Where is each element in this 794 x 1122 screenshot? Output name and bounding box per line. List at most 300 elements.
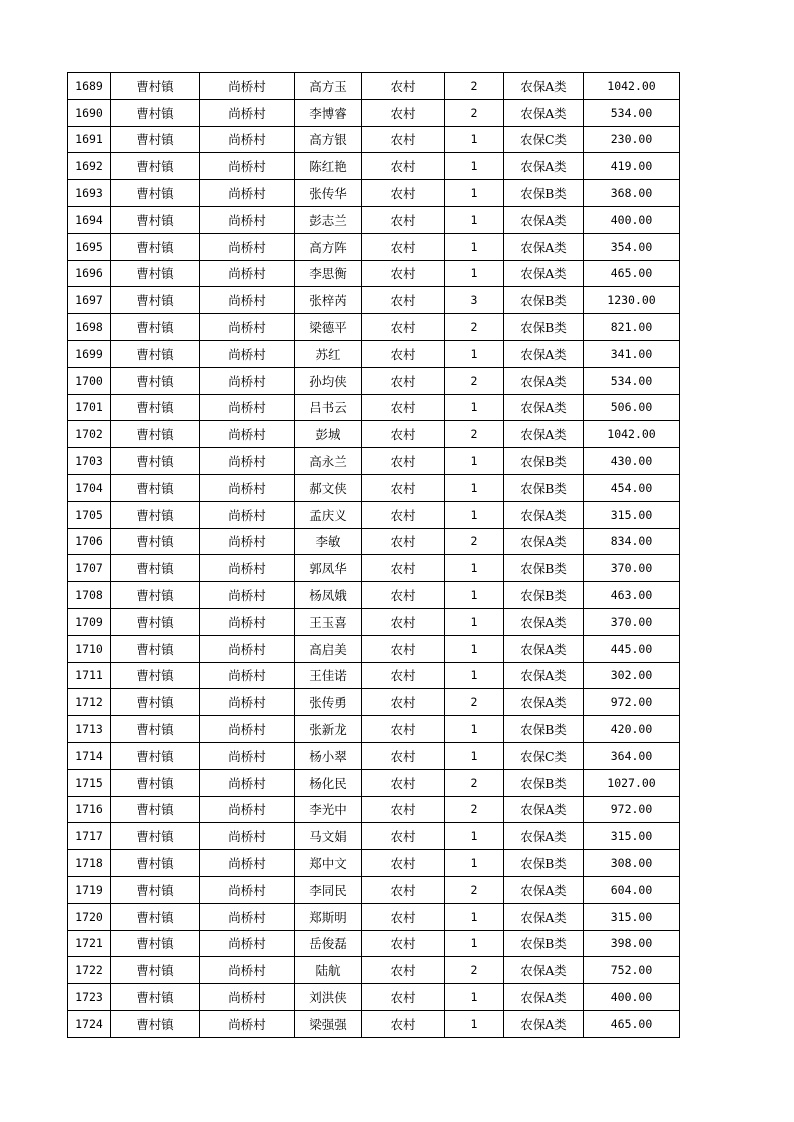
name-cell: 彭志兰 <box>295 206 362 233</box>
area-type-cell: 农村 <box>362 153 445 180</box>
amount-cell: 302.00 <box>584 662 680 689</box>
household-count-cell: 2 <box>445 73 504 100</box>
household-count-cell: 1 <box>445 501 504 528</box>
household-count-cell: 2 <box>445 528 504 555</box>
table-row <box>68 876 680 903</box>
amount-cell: 834.00 <box>584 528 680 555</box>
amount-cell: 463.00 <box>584 582 680 609</box>
household-count-cell: 2 <box>445 796 504 823</box>
household-count-cell: 1 <box>445 260 504 287</box>
insurance-class-cell: 农保B类 <box>504 555 584 582</box>
insurance-class-cell: 农保B类 <box>504 716 584 743</box>
household-count-cell: 1 <box>445 555 504 582</box>
table-row <box>68 689 680 716</box>
table-row <box>68 126 680 153</box>
area-type-cell: 农村 <box>362 984 445 1011</box>
household-count-cell: 2 <box>445 957 504 984</box>
village-cell: 尚桥村 <box>200 528 295 555</box>
table-row <box>68 662 680 689</box>
village-cell: 尚桥村 <box>200 769 295 796</box>
amount-cell: 972.00 <box>584 796 680 823</box>
name-cell: 高永兰 <box>295 448 362 475</box>
village-cell: 尚桥村 <box>200 957 295 984</box>
row-number: 1723 <box>68 984 111 1011</box>
town-cell: 曹村镇 <box>111 474 200 501</box>
area-type-cell: 农村 <box>362 957 445 984</box>
village-cell: 尚桥村 <box>200 474 295 501</box>
village-cell: 尚桥村 <box>200 662 295 689</box>
name-cell: 孙均侠 <box>295 367 362 394</box>
area-type-cell: 农村 <box>362 796 445 823</box>
area-type-cell: 农村 <box>362 287 445 314</box>
name-cell: 高方玉 <box>295 73 362 100</box>
table-row <box>68 233 680 260</box>
area-type-cell: 农村 <box>362 582 445 609</box>
insurance-class-cell: 农保A类 <box>504 153 584 180</box>
name-cell: 杨小翠 <box>295 742 362 769</box>
village-cell: 尚桥村 <box>200 180 295 207</box>
village-cell: 尚桥村 <box>200 850 295 877</box>
insurance-class-cell: 农保A类 <box>504 796 584 823</box>
row-number: 1720 <box>68 903 111 930</box>
village-cell: 尚桥村 <box>200 742 295 769</box>
household-count-cell: 1 <box>445 394 504 421</box>
row-number: 1719 <box>68 876 111 903</box>
table-row <box>68 555 680 582</box>
amount-cell: 364.00 <box>584 742 680 769</box>
household-count-cell: 2 <box>445 314 504 341</box>
name-cell: 高启美 <box>295 635 362 662</box>
amount-cell: 368.00 <box>584 180 680 207</box>
insurance-class-cell: 农保C类 <box>504 742 584 769</box>
table-row <box>68 957 680 984</box>
row-number: 1710 <box>68 635 111 662</box>
name-cell: 郑中文 <box>295 850 362 877</box>
village-cell: 尚桥村 <box>200 823 295 850</box>
amount-cell: 315.00 <box>584 501 680 528</box>
amount-cell: 465.00 <box>584 260 680 287</box>
village-cell: 尚桥村 <box>200 73 295 100</box>
town-cell: 曹村镇 <box>111 233 200 260</box>
insurance-class-cell: 农保C类 <box>504 126 584 153</box>
table-row <box>68 474 680 501</box>
area-type-cell: 农村 <box>362 367 445 394</box>
name-cell: 杨化民 <box>295 769 362 796</box>
name-cell: 高方阵 <box>295 233 362 260</box>
name-cell: 张传勇 <box>295 689 362 716</box>
village-cell: 尚桥村 <box>200 206 295 233</box>
household-count-cell: 1 <box>445 1010 504 1037</box>
name-cell: 陆航 <box>295 957 362 984</box>
town-cell: 曹村镇 <box>111 930 200 957</box>
town-cell: 曹村镇 <box>111 153 200 180</box>
village-cell: 尚桥村 <box>200 126 295 153</box>
household-count-cell: 1 <box>445 984 504 1011</box>
town-cell: 曹村镇 <box>111 582 200 609</box>
town-cell: 曹村镇 <box>111 340 200 367</box>
household-count-cell: 1 <box>445 903 504 930</box>
town-cell: 曹村镇 <box>111 769 200 796</box>
village-cell: 尚桥村 <box>200 930 295 957</box>
table-row <box>68 180 680 207</box>
table-row <box>68 984 680 1011</box>
household-count-cell: 2 <box>445 769 504 796</box>
town-cell: 曹村镇 <box>111 448 200 475</box>
area-type-cell: 农村 <box>362 99 445 126</box>
row-number: 1696 <box>68 260 111 287</box>
amount-cell: 230.00 <box>584 126 680 153</box>
town-cell: 曹村镇 <box>111 126 200 153</box>
village-cell: 尚桥村 <box>200 608 295 635</box>
name-cell: 陈红艳 <box>295 153 362 180</box>
amount-cell: 821.00 <box>584 314 680 341</box>
household-count-cell: 1 <box>445 206 504 233</box>
town-cell: 曹村镇 <box>111 287 200 314</box>
household-count-cell: 1 <box>445 850 504 877</box>
insurance-class-cell: 农保A类 <box>504 608 584 635</box>
name-cell: 李思衡 <box>295 260 362 287</box>
town-cell: 曹村镇 <box>111 850 200 877</box>
name-cell: 杨凤娥 <box>295 582 362 609</box>
insurance-class-cell: 农保A类 <box>504 367 584 394</box>
area-type-cell: 农村 <box>362 716 445 743</box>
amount-cell: 315.00 <box>584 823 680 850</box>
town-cell: 曹村镇 <box>111 1010 200 1037</box>
household-count-cell: 2 <box>445 876 504 903</box>
name-cell: 郝文侠 <box>295 474 362 501</box>
insurance-class-cell: 农保A类 <box>504 823 584 850</box>
household-count-cell: 1 <box>445 635 504 662</box>
table-row <box>68 850 680 877</box>
household-count-cell: 2 <box>445 689 504 716</box>
village-cell: 尚桥村 <box>200 903 295 930</box>
table-row <box>68 394 680 421</box>
row-number: 1722 <box>68 957 111 984</box>
insurance-class-cell: 农保B类 <box>504 582 584 609</box>
amount-cell: 534.00 <box>584 99 680 126</box>
village-cell: 尚桥村 <box>200 984 295 1011</box>
household-count-cell: 1 <box>445 742 504 769</box>
amount-cell: 400.00 <box>584 984 680 1011</box>
row-number: 1695 <box>68 233 111 260</box>
amount-cell: 506.00 <box>584 394 680 421</box>
insurance-class-cell: 农保A类 <box>504 421 584 448</box>
name-cell: 李同民 <box>295 876 362 903</box>
row-number: 1715 <box>68 769 111 796</box>
row-number: 1718 <box>68 850 111 877</box>
table-row <box>68 340 680 367</box>
name-cell: 彭城 <box>295 421 362 448</box>
amount-cell: 465.00 <box>584 1010 680 1037</box>
row-number: 1691 <box>68 126 111 153</box>
insurance-class-cell: 农保A类 <box>504 689 584 716</box>
amount-cell: 419.00 <box>584 153 680 180</box>
town-cell: 曹村镇 <box>111 367 200 394</box>
name-cell: 高方银 <box>295 126 362 153</box>
area-type-cell: 农村 <box>362 73 445 100</box>
insurance-class-cell: 农保A类 <box>504 394 584 421</box>
town-cell: 曹村镇 <box>111 689 200 716</box>
table-row <box>68 287 680 314</box>
amount-cell: 534.00 <box>584 367 680 394</box>
town-cell: 曹村镇 <box>111 314 200 341</box>
amount-cell: 398.00 <box>584 930 680 957</box>
amount-cell: 315.00 <box>584 903 680 930</box>
village-cell: 尚桥村 <box>200 1010 295 1037</box>
area-type-cell: 农村 <box>362 501 445 528</box>
village-cell: 尚桥村 <box>200 501 295 528</box>
town-cell: 曹村镇 <box>111 608 200 635</box>
town-cell: 曹村镇 <box>111 984 200 1011</box>
area-type-cell: 农村 <box>362 662 445 689</box>
town-cell: 曹村镇 <box>111 742 200 769</box>
table-row <box>68 716 680 743</box>
row-number: 1721 <box>68 930 111 957</box>
village-cell: 尚桥村 <box>200 287 295 314</box>
name-cell: 李敏 <box>295 528 362 555</box>
name-cell: 李光中 <box>295 796 362 823</box>
amount-cell: 308.00 <box>584 850 680 877</box>
area-type-cell: 农村 <box>362 260 445 287</box>
household-count-cell: 1 <box>445 608 504 635</box>
table-row <box>68 635 680 662</box>
row-number: 1693 <box>68 180 111 207</box>
town-cell: 曹村镇 <box>111 260 200 287</box>
village-cell: 尚桥村 <box>200 233 295 260</box>
table-row <box>68 608 680 635</box>
town-cell: 曹村镇 <box>111 903 200 930</box>
town-cell: 曹村镇 <box>111 957 200 984</box>
row-number: 1708 <box>68 582 111 609</box>
town-cell: 曹村镇 <box>111 796 200 823</box>
insurance-class-cell: 农保A类 <box>504 1010 584 1037</box>
insurance-class-cell: 农保A类 <box>504 233 584 260</box>
row-number: 1724 <box>68 1010 111 1037</box>
insurance-class-cell: 农保A类 <box>504 206 584 233</box>
area-type-cell: 农村 <box>362 903 445 930</box>
town-cell: 曹村镇 <box>111 555 200 582</box>
village-cell: 尚桥村 <box>200 448 295 475</box>
insurance-class-cell: 农保B类 <box>504 287 584 314</box>
area-type-cell: 农村 <box>362 635 445 662</box>
name-cell: 王玉喜 <box>295 608 362 635</box>
amount-cell: 400.00 <box>584 206 680 233</box>
amount-cell: 430.00 <box>584 448 680 475</box>
household-count-cell: 1 <box>445 340 504 367</box>
row-number: 1697 <box>68 287 111 314</box>
table-row <box>68 796 680 823</box>
row-number: 1717 <box>68 823 111 850</box>
row-number: 1704 <box>68 474 111 501</box>
row-number: 1694 <box>68 206 111 233</box>
area-type-cell: 农村 <box>362 689 445 716</box>
insurance-class-cell: 农保B类 <box>504 930 584 957</box>
area-type-cell: 农村 <box>362 233 445 260</box>
area-type-cell: 农村 <box>362 474 445 501</box>
household-count-cell: 1 <box>445 930 504 957</box>
area-type-cell: 农村 <box>362 769 445 796</box>
name-cell: 岳俊磊 <box>295 930 362 957</box>
name-cell: 梁德平 <box>295 314 362 341</box>
town-cell: 曹村镇 <box>111 823 200 850</box>
village-cell: 尚桥村 <box>200 876 295 903</box>
insurance-class-cell: 农保A类 <box>504 99 584 126</box>
town-cell: 曹村镇 <box>111 421 200 448</box>
table-row <box>68 582 680 609</box>
amount-cell: 1042.00 <box>584 73 680 100</box>
table-body <box>68 73 680 1038</box>
household-count-cell: 1 <box>445 233 504 260</box>
town-cell: 曹村镇 <box>111 206 200 233</box>
area-type-cell: 农村 <box>362 421 445 448</box>
table-row <box>68 742 680 769</box>
household-count-cell: 1 <box>445 180 504 207</box>
table-row <box>68 448 680 475</box>
area-type-cell: 农村 <box>362 930 445 957</box>
row-number: 1706 <box>68 528 111 555</box>
town-cell: 曹村镇 <box>111 635 200 662</box>
town-cell: 曹村镇 <box>111 180 200 207</box>
town-cell: 曹村镇 <box>111 394 200 421</box>
village-cell: 尚桥村 <box>200 260 295 287</box>
row-number: 1703 <box>68 448 111 475</box>
village-cell: 尚桥村 <box>200 582 295 609</box>
village-cell: 尚桥村 <box>200 340 295 367</box>
name-cell: 马文娟 <box>295 823 362 850</box>
table-row <box>68 314 680 341</box>
village-cell: 尚桥村 <box>200 689 295 716</box>
household-count-cell: 1 <box>445 582 504 609</box>
area-type-cell: 农村 <box>362 448 445 475</box>
household-count-cell: 1 <box>445 474 504 501</box>
table-row <box>68 421 680 448</box>
area-type-cell: 农村 <box>362 394 445 421</box>
row-number: 1698 <box>68 314 111 341</box>
household-count-cell: 1 <box>445 823 504 850</box>
row-number: 1705 <box>68 501 111 528</box>
name-cell: 郑斯明 <box>295 903 362 930</box>
row-number: 1692 <box>68 153 111 180</box>
name-cell: 吕书云 <box>295 394 362 421</box>
table-row <box>68 73 680 100</box>
village-cell: 尚桥村 <box>200 153 295 180</box>
name-cell: 梁强强 <box>295 1010 362 1037</box>
household-count-cell: 1 <box>445 153 504 180</box>
area-type-cell: 农村 <box>362 823 445 850</box>
area-type-cell: 农村 <box>362 1010 445 1037</box>
household-count-cell: 1 <box>445 448 504 475</box>
table-row <box>68 206 680 233</box>
table-row <box>68 930 680 957</box>
insurance-class-cell: 农保A类 <box>504 984 584 1011</box>
table-row <box>68 367 680 394</box>
name-cell: 苏红 <box>295 340 362 367</box>
insurance-class-cell: 农保A类 <box>504 73 584 100</box>
table-row <box>68 260 680 287</box>
insurance-class-cell: 农保A类 <box>504 876 584 903</box>
row-number: 1713 <box>68 716 111 743</box>
area-type-cell: 农村 <box>362 608 445 635</box>
town-cell: 曹村镇 <box>111 501 200 528</box>
table-row <box>68 769 680 796</box>
household-count-cell: 3 <box>445 287 504 314</box>
household-count-cell: 1 <box>445 716 504 743</box>
town-cell: 曹村镇 <box>111 716 200 743</box>
area-type-cell: 农村 <box>362 340 445 367</box>
name-cell: 张新龙 <box>295 716 362 743</box>
household-count-cell: 2 <box>445 99 504 126</box>
amount-cell: 445.00 <box>584 635 680 662</box>
row-number: 1712 <box>68 689 111 716</box>
amount-cell: 341.00 <box>584 340 680 367</box>
area-type-cell: 农村 <box>362 850 445 877</box>
amount-cell: 420.00 <box>584 716 680 743</box>
village-cell: 尚桥村 <box>200 796 295 823</box>
row-number: 1699 <box>68 340 111 367</box>
insurance-class-cell: 农保A类 <box>504 260 584 287</box>
table-row <box>68 99 680 126</box>
village-cell: 尚桥村 <box>200 421 295 448</box>
insurance-class-cell: 农保B类 <box>504 180 584 207</box>
insurance-class-cell: 农保A类 <box>504 501 584 528</box>
table-row <box>68 528 680 555</box>
area-type-cell: 农村 <box>362 876 445 903</box>
table-row <box>68 501 680 528</box>
name-cell: 孟庆义 <box>295 501 362 528</box>
insurance-class-cell: 农保B类 <box>504 448 584 475</box>
row-number: 1702 <box>68 421 111 448</box>
amount-cell: 1230.00 <box>584 287 680 314</box>
insurance-class-cell: 农保A类 <box>504 662 584 689</box>
name-cell: 李博睿 <box>295 99 362 126</box>
town-cell: 曹村镇 <box>111 876 200 903</box>
row-number: 1689 <box>68 73 111 100</box>
table-row <box>68 903 680 930</box>
table-row <box>68 823 680 850</box>
data-table <box>67 72 680 1038</box>
area-type-cell: 农村 <box>362 126 445 153</box>
row-number: 1714 <box>68 742 111 769</box>
name-cell: 张传华 <box>295 180 362 207</box>
amount-cell: 1027.00 <box>584 769 680 796</box>
town-cell: 曹村镇 <box>111 662 200 689</box>
area-type-cell: 农村 <box>362 528 445 555</box>
amount-cell: 370.00 <box>584 555 680 582</box>
row-number: 1701 <box>68 394 111 421</box>
row-number: 1709 <box>68 608 111 635</box>
insurance-class-cell: 农保A类 <box>504 635 584 662</box>
row-number: 1690 <box>68 99 111 126</box>
row-number: 1700 <box>68 367 111 394</box>
village-cell: 尚桥村 <box>200 367 295 394</box>
village-cell: 尚桥村 <box>200 314 295 341</box>
name-cell: 王佳诺 <box>295 662 362 689</box>
household-count-cell: 1 <box>445 126 504 153</box>
amount-cell: 1042.00 <box>584 421 680 448</box>
insurance-class-cell: 农保A类 <box>504 903 584 930</box>
amount-cell: 454.00 <box>584 474 680 501</box>
household-count-cell: 2 <box>445 421 504 448</box>
town-cell: 曹村镇 <box>111 528 200 555</box>
area-type-cell: 农村 <box>362 742 445 769</box>
area-type-cell: 农村 <box>362 180 445 207</box>
village-cell: 尚桥村 <box>200 394 295 421</box>
town-cell: 曹村镇 <box>111 73 200 100</box>
insurance-class-cell: 农保B类 <box>504 314 584 341</box>
insurance-class-cell: 农保B类 <box>504 474 584 501</box>
household-count-cell: 1 <box>445 662 504 689</box>
insurance-class-cell: 农保A类 <box>504 340 584 367</box>
